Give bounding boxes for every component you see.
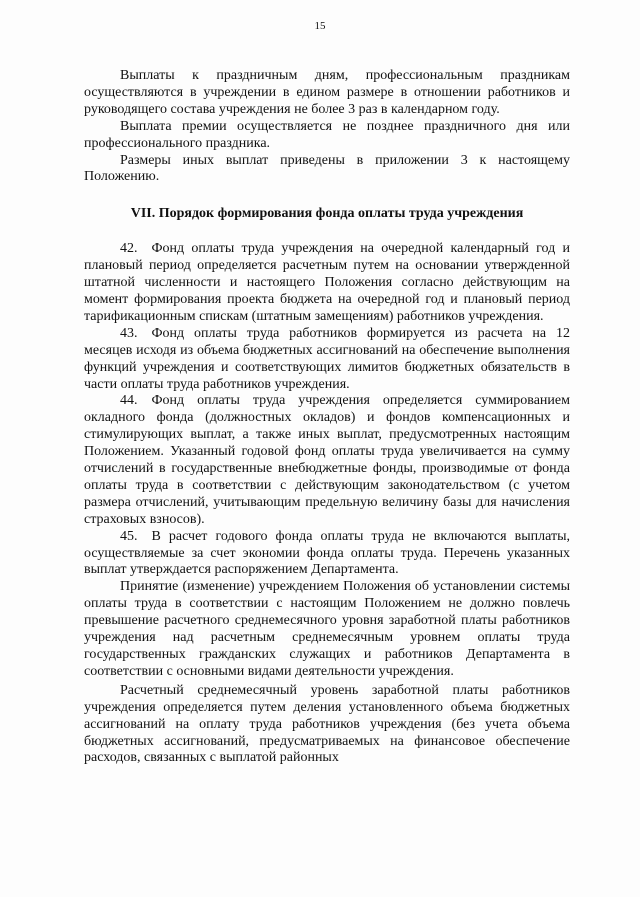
paragraph: 42. Фонд оплаты труда учреждения на очередной календарный год и плановый период определяется расчетным путем на основании утвержденной штатной численности и настоящего Положения согласно действующим на момент формирования проекта бюджета на очередной год и плановый период тарификационным спискам (штатным замещениям) работников учреждения. — [84, 241, 570, 324]
paragraph: Расчетный среднемесячный уровень заработной платы работников учреждения определяется путем деления установленного объема бюджетных ассигнований на оплату труда работников учреждения (без учета объема бюджетных ассигнований, предусматриваемых на финансовое обеспечение расходов, связанных с выплатой районных — [84, 682, 570, 766]
paragraph: 43. Фонд оплаты труда работников формируется из расчета на 12 месяцев исходя из объема бюджетных ассигнований на обеспечение выполнения функций учреждения и соответствующих лимитов бюджетных обязательств в части оплаты труда работников учреждения. — [84, 325, 570, 392]
paragraph: Размеры иных выплат приведены в приложении 3 к настоящему Положению. — [84, 152, 570, 185]
section-heading: VII. Порядок формирования фонда оплаты труда учреждения — [130, 206, 524, 222]
paragraph: Выплата премии осуществляется не позднее праздничного дня или профессионального праздника. — [84, 118, 570, 151]
paragraph: 44. Фонд оплаты труда учреждения определяется суммированием окладного фонда (должностных окладов) и фондов компенсационных и стимулирующих выплат, а также иных выплат, предусмотренных настоящим Положением. Указанный годовой фонд оплаты труда увеличивается на сумму отчислений в государственные внебюджетные фонды, производимые от фонда оплаты труда в соответствии с действующим законодательством (с учетом размера отчислений, учитывающим предельную величину базы для начисления страховых взносов). — [84, 393, 570, 527]
page-number: 15 — [314, 20, 326, 32]
paragraph: Выплаты к праздничным дням, профессиональным праздникам осуществляются в учреждении в едином размере в отношении работников и руководящего состава учреждения не более 3 раз в календарном году. — [84, 68, 570, 117]
paragraph: Принятие (изменение) учреждением Положения об установлении системы оплаты труда в соответствии с настоящим Положением не должно повлечь превышение расчетного среднемесячного уровня заработной платы работников учреждения над расчетным среднемесячным уровнем оплаты труда государственных гражданских служащих и работников Департамента в соответствии с основными видами деятельности учреждения. — [84, 579, 570, 679]
document-body — [84, 68, 570, 767]
paragraph: 45. В расчет годового фонда оплаты труда не включаются выплаты, осуществляемые за счет экономии фонда оплаты труда. Перечень указанных выплат утверждается распоряжением Департамента. — [84, 528, 570, 578]
